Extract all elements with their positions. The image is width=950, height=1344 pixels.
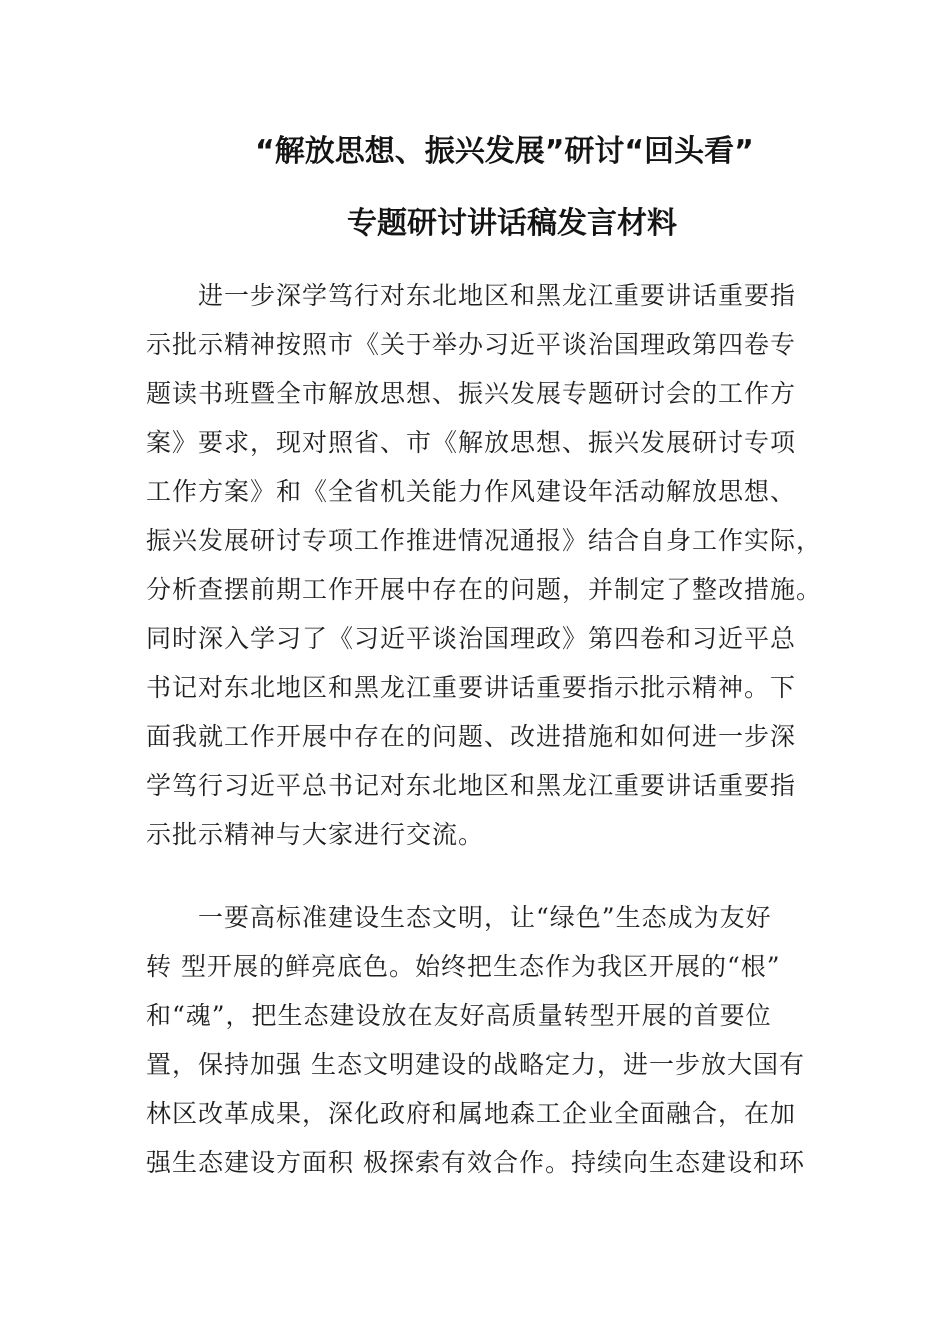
paragraph-line: 示批示精神与大家进行交流。: [146, 820, 485, 849]
paragraph-line: 置，保持加强 生态文明建设的战略定力，进一步放大国有: [146, 1050, 805, 1079]
title-line-2: 专题研讨讲话稿发言材料: [347, 206, 677, 241]
paragraph-line: 分析查摆前期工作开展中存在的问题，并制定了整改措施。: [146, 575, 823, 604]
paragraph-line: 同时深入学习了《习近平谈治国理政》第四卷和习近平总: [146, 624, 797, 653]
paragraph-1: [146, 271, 823, 859]
paragraph-line: 强生态建设方面积 极探索有效合作。持续向生态建设和环: [146, 1148, 805, 1177]
paragraph-line: 进一步深学笃行对东北地区和黑龙江重要讲话重要指: [198, 281, 797, 310]
paragraph-line: 书记对东北地区和黑龙江重要讲话重要指示批示精神。下: [146, 673, 797, 702]
paragraph-line: 学笃行习近平总书记对东北地区和黑龙江重要讲话重要指: [146, 771, 797, 800]
paragraph-line: 案》要求，现对照省、市《解放思想、振兴发展研讨专项: [146, 428, 797, 457]
paragraph-line: 林区改革成果，深化政府和属地森工企业全面融合，在加: [146, 1099, 797, 1128]
paragraph-line: 一要高标准建设生态文明，让“绿色”生态成为友好: [198, 903, 772, 932]
paragraph-line: 题读书班暨全市解放思想、振兴发展专题研讨会的工作方: [146, 379, 797, 408]
paragraph-line: 示批示精神按照市《关于举办习近平谈治国理政第四卷专: [146, 330, 797, 359]
paragraph-line: 面我就工作开展中存在的问题、改进措施和如何进一步深: [146, 722, 797, 751]
paragraph-line: 转 型开展的鲜亮底色。始终把生态作为我区开展的“根”: [146, 952, 781, 981]
paragraph-2: [146, 893, 806, 1187]
paragraph-line: 和“魂”，把生态建设放在友好高质量转型开展的首要位: [146, 1001, 772, 1030]
title-line-1: “解放思想、振兴发展”研讨“回头看”: [255, 134, 754, 169]
paragraph-line: 工作方案》和《全省机关能力作风建设年活动解放思想、: [146, 477, 797, 506]
paragraph-line: 振兴发展研讨专项工作推进情况通报》结合自身工作实际，: [146, 526, 823, 555]
